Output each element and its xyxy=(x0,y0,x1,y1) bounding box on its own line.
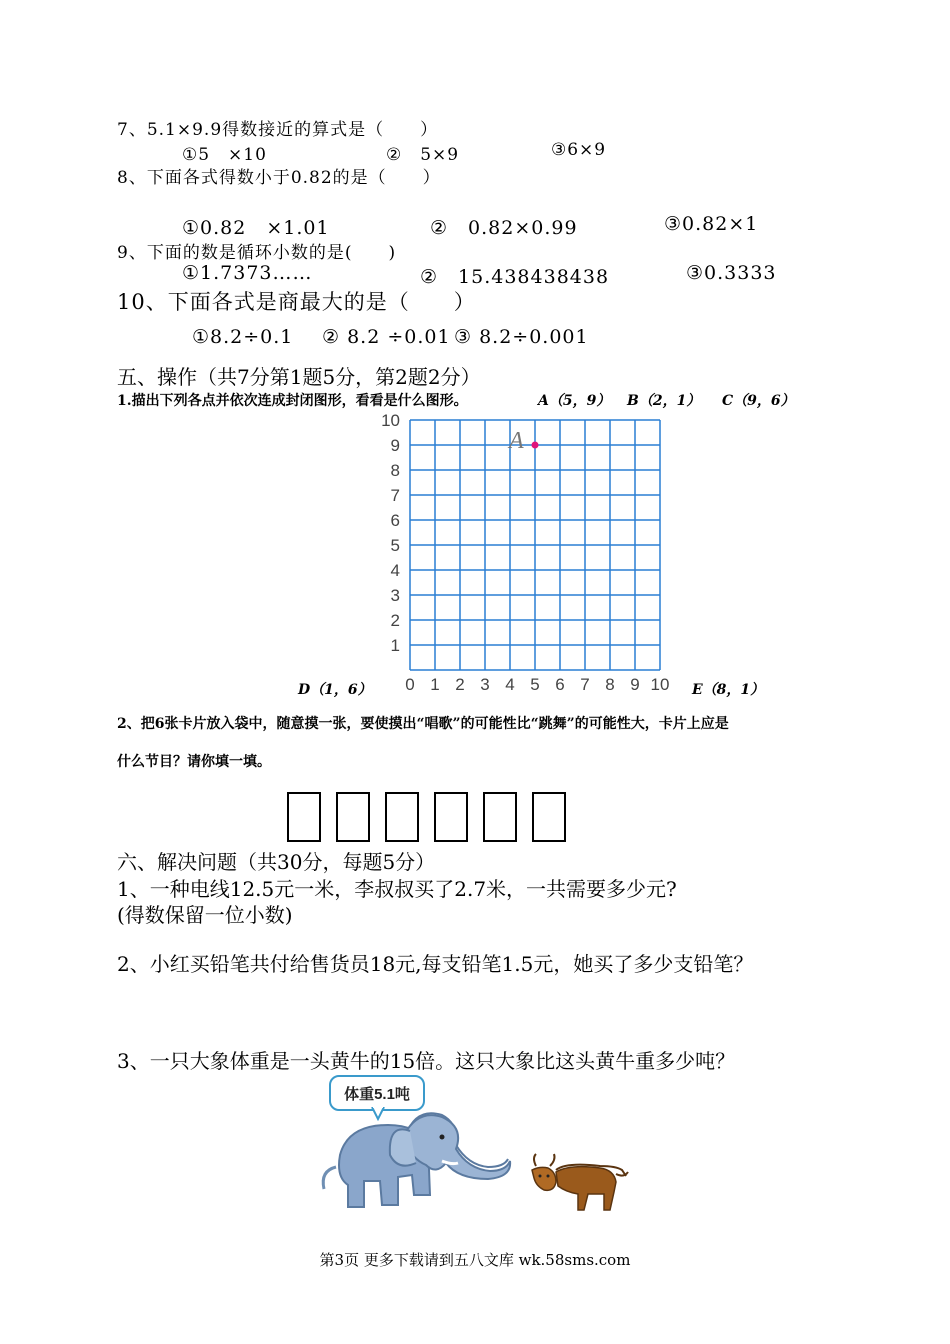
card-box-6[interactable] xyxy=(532,792,566,842)
x-tick-label: 8 xyxy=(605,675,615,694)
point-a-grid-label: A xyxy=(509,428,524,454)
x-tick-label: 0 xyxy=(405,675,415,694)
question-10-stem: 10、下面各式是商最大的是（ ） xyxy=(117,290,476,314)
card-box-1[interactable] xyxy=(287,792,321,842)
problem-1-line-2: (得数保留一位小数) xyxy=(117,903,293,927)
x-tick-label: 2 xyxy=(455,675,465,694)
card-box-3[interactable] xyxy=(385,792,419,842)
x-tick-label: 4 xyxy=(505,675,515,694)
y-tick-label: 7 xyxy=(390,486,400,505)
card-box-2[interactable] xyxy=(336,792,370,842)
x-tick-label: 7 xyxy=(580,675,590,694)
question-9-stem: 9、下面的数是循环小数的是( ) xyxy=(117,243,397,263)
section-5-task-1: 1.描出下列各点并依次连成封闭图形，看看是什么图形。 xyxy=(117,393,468,409)
question-8-stem: 8、下面各式得数小于0.82的是（ ） xyxy=(117,168,441,188)
question-9-option-1: ①1.7373…… xyxy=(182,262,313,284)
page-footer: 第3页 更多下载请到五八文库 wk.58sms.com xyxy=(319,1251,631,1269)
question-10-option-2: ② 8.2 ÷0.01 xyxy=(322,326,451,348)
x-tick-label: 6 xyxy=(555,675,565,694)
coordinate-grid xyxy=(380,410,690,695)
x-tick-label: 3 xyxy=(480,675,490,694)
problem-3: 3、一只大象体重是一头黄牛的15倍。这只大象比这头黄牛重多少吨？ xyxy=(117,1049,736,1073)
speech-bubble-text: 体重5.1吨 xyxy=(344,1086,410,1103)
question-8-option-2: ② 0.82×0.99 xyxy=(430,217,578,239)
question-7-option-3: ③6×9 xyxy=(551,140,607,160)
point-d-label: D（1，6） xyxy=(298,682,372,698)
section-5-task-2-line-2: 什么节目？请你填一填。 xyxy=(117,754,271,770)
point-a-marker xyxy=(532,442,539,449)
question-10-option-3: ③ 8.2÷0.001 xyxy=(454,326,589,348)
point-b-label: B（2，1） xyxy=(627,393,701,409)
y-tick-label: 5 xyxy=(390,536,400,555)
question-8-option-1: ①0.82 ×1.01 xyxy=(182,217,330,239)
question-7-stem: 7、5.1×9.9得数接近的算式是（ ） xyxy=(117,120,439,140)
question-9-option-3: ③0.3333 xyxy=(686,262,777,284)
x-tick-label: 9 xyxy=(630,675,640,694)
question-8-option-3: ③0.82×1 xyxy=(664,213,759,235)
point-a-label: A（5，9） xyxy=(538,393,611,409)
y-tick-label: 9 xyxy=(390,436,400,455)
y-tick-label: 6 xyxy=(390,511,400,530)
x-tick-label: 10 xyxy=(650,675,670,694)
section-6-title: 六、解决问题（共30分，每题5分） xyxy=(117,850,436,874)
point-e-label: E（8，1） xyxy=(692,682,765,698)
card-box-4[interactable] xyxy=(434,792,468,842)
y-tick-label: 1 xyxy=(390,636,400,655)
y-tick-label: 4 xyxy=(390,561,400,580)
y-tick-label: 3 xyxy=(390,586,400,605)
x-tick-label: 5 xyxy=(530,675,540,694)
y-tick-label: 10 xyxy=(381,411,400,430)
cow-illustration xyxy=(526,1152,630,1214)
question-7-option-2: ② 5×9 xyxy=(386,145,460,165)
section-5-title: 五、操作（共7分第1题5分，第2题2分） xyxy=(117,365,481,389)
card-box-5[interactable] xyxy=(483,792,517,842)
section-5-task-2-line-1: 2、把6张卡片放入袋中，随意摸一张，要使摸出“唱歌”的可能性比“跳舞”的可能性大，卡片上应是 xyxy=(117,716,729,732)
x-tick-label: 1 xyxy=(430,675,440,694)
problem-2: 2、小红买铅笔共付给售货员18元,每支铅笔1.5元，她买了多少支铅笔？ xyxy=(117,952,754,976)
question-10-option-1: ①8.2÷0.1 xyxy=(192,326,294,348)
elephant-illustration xyxy=(318,1105,518,1215)
question-7-option-1: ①5 ×10 xyxy=(182,145,267,165)
y-tick-label: 2 xyxy=(390,611,400,630)
problem-1-line-1: 1、一种电线12.5元一米，李叔叔买了2.7米，一共需要多少元? xyxy=(117,877,677,901)
question-9-option-2: ② 15.438438438 xyxy=(420,266,610,288)
y-tick-label: 8 xyxy=(390,461,400,480)
point-c-label: C（9，6） xyxy=(722,393,795,409)
